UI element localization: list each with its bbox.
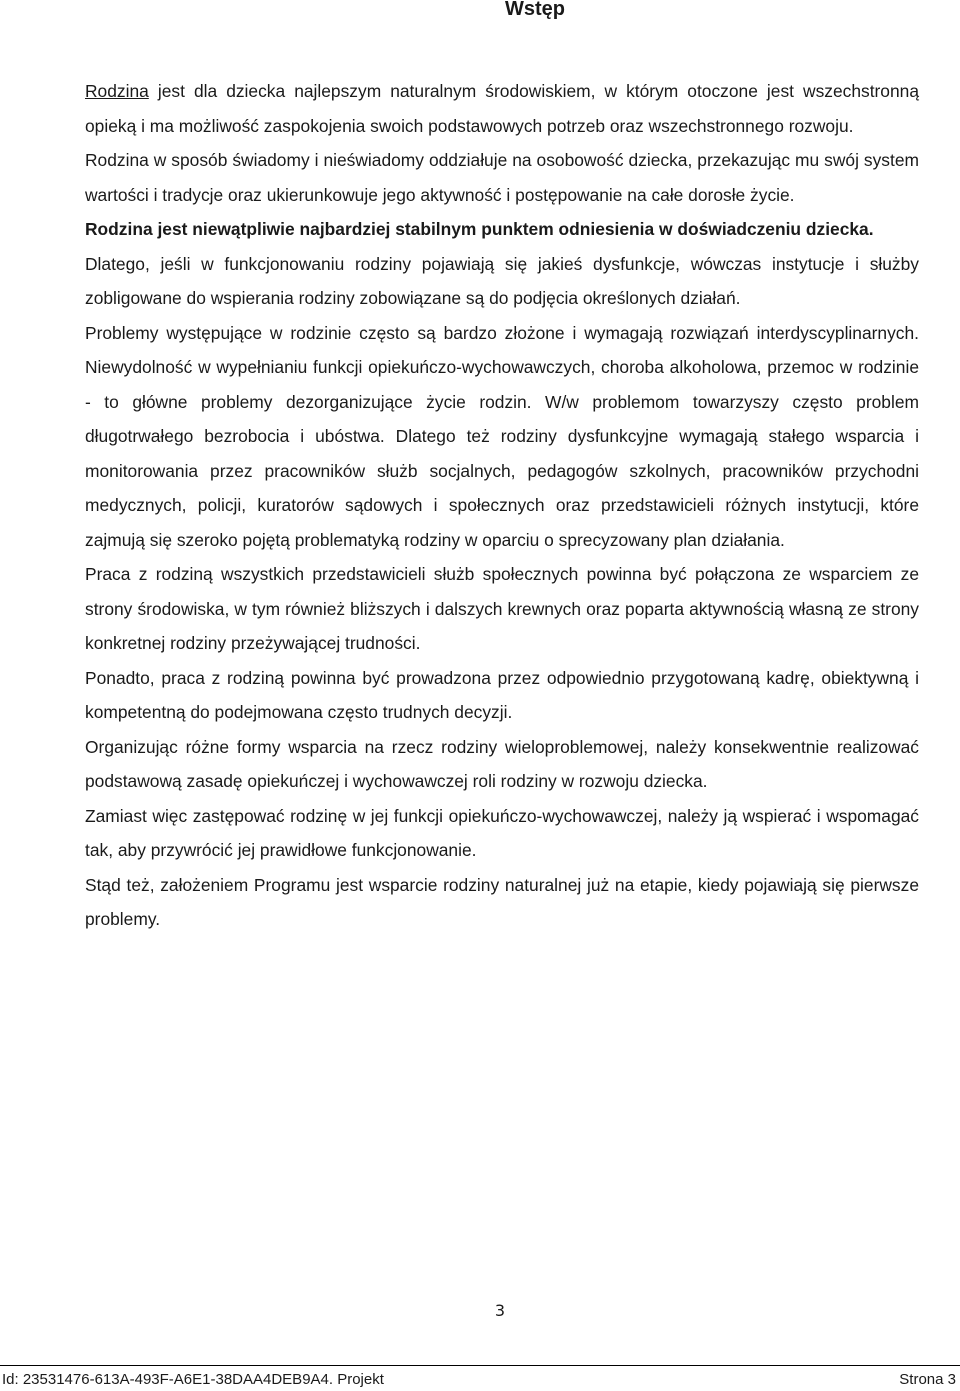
paragraph: Rodzina w sposób świadomy i nieświadomy oddziałuje na osobowość dziecka, przekazując mu swój system wartości i tradycje oraz ukierunkowuje jego aktywność i postępowanie na całe dorosłe życie. — [85, 150, 919, 205]
paragraph: Dlatego, jeśli w funkcjonowaniu rodziny pojawiają się jakieś dysfunkcje, wówczas instytucje i służby zobligowane do wspierania rodziny zobowiązane są do podjęcia określonych działań. — [85, 253, 919, 308]
underlined-first-word: Rodzina — [85, 81, 149, 101]
paragraph-intro — [85, 74, 919, 143]
footer-page-label: Strona 3 — [899, 1371, 956, 1388]
footer-document-id: Id: 23531476-613A-493F-A6E1-38DAA4DEB9A4. Projekt — [2, 1371, 384, 1388]
paragraph: Problemy występujące w rodzinie często są bardzo złożone i wymagają rozwiązań interdyscyplinarnych. Niewydolność w wypełnianiu funkcji opiekuńczo-wychowawczych, choroba alkoholowa, przemoc w rodzinie - to główne problemy dezorganizujące życie rodzin. W/w problemom towarzyszy często problem długotrwałego bezrobocia i ubóstwa. Dlatego też rodziny dysfunkcyjne wymagają stałego wsparcia i monitorowania przez pracowników służb socjalnych, pedagogów szkolnych, pracowników przychodni medycznych, policji, kuratorów sądowych i społecznych oraz przedstawicieli różnych instytucji, które zajmują się szeroko pojętą problematyką rodziny w oparciu o sprecyzowany plan działania. — [85, 322, 919, 550]
document-body — [85, 74, 919, 937]
page-title: Wstęp — [505, 0, 565, 20]
paragraph: Zamiast więc zastępować rodzinę w jej funkcji opiekuńczo-wychowawczej, należy ją wspierać i wspomagać tak, aby przywrócić jej prawidłowe funkcjonowanie. — [85, 805, 919, 860]
paragraph: Stąd też, założeniem Programu jest wsparcie rodziny naturalnej już na etapie, kiedy pojawiają się pierwsze problemy. — [85, 874, 919, 929]
footer-divider — [0, 1365, 960, 1366]
paragraph: Organizując różne formy wsparcia na rzecz rodziny wieloproblemowej, należy konsekwentnie realizować podstawową zasadę opiekuńczej i wychowawczej roli rodziny w rozwoju dziecka. — [85, 736, 919, 791]
paragraph-bold: Rodzina jest niewątpliwie najbardziej stabilnym punktem odniesienia w doświadczeniu dziecka. — [85, 219, 874, 239]
paragraph: Ponadto, praca z rodziną powinna być prowadzona przez odpowiednio przygotowaną kadrę, obiektywną i kompetentną do podejmowana często trudnych decyzji. — [85, 667, 919, 722]
page-number: 3 — [494, 1301, 506, 1320]
paragraph-intro-text: jest dla dziecka najlepszym naturalnym środowiskiem, w którym otoczone jest wszechstronną opieką i ma możliwość zaspokojenia swoich podstawowych potrzeb oraz wszechstronnego rozwoju. — [85, 81, 919, 136]
paragraph: Praca z rodziną wszystkich przedstawicieli służb społecznych powinna być połączona ze wsparciem ze strony środowiska, w tym również bliższych i dalszych krewnych oraz poparta aktywnością własną ze strony konkretnej rodziny przeżywającej trudności. — [85, 564, 919, 653]
